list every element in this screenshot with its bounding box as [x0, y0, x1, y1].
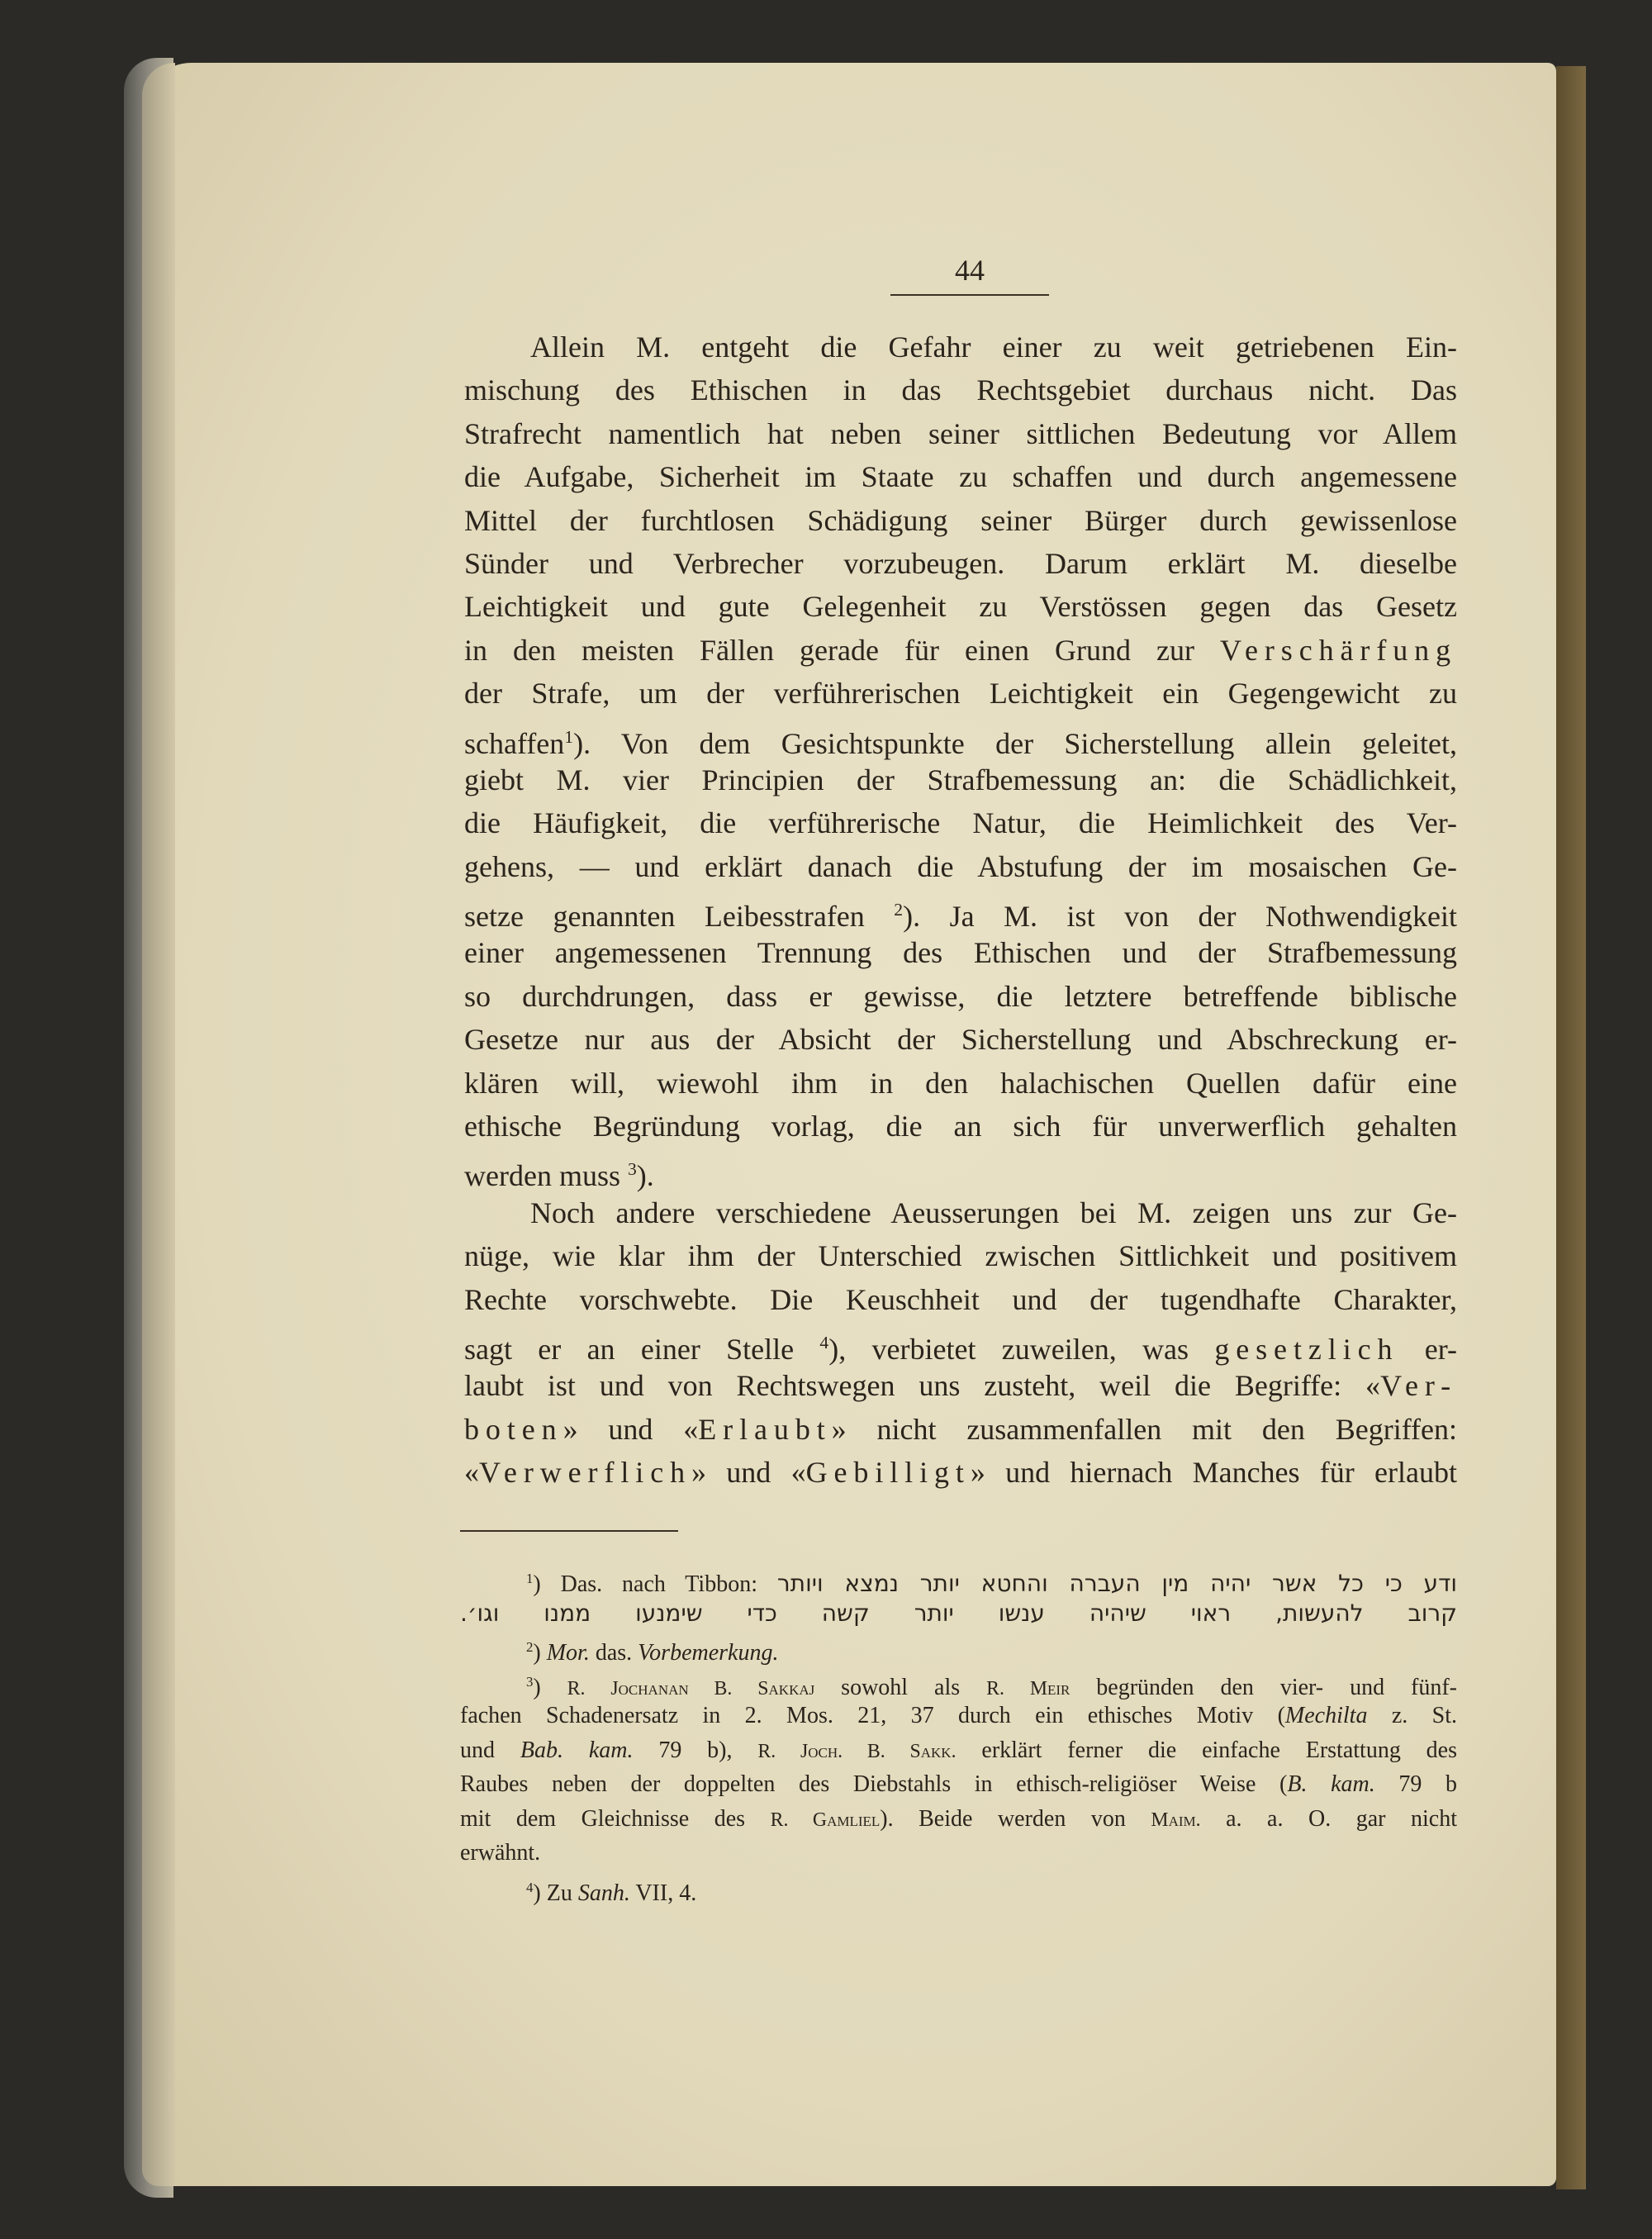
- text-segment: Raubes neben der doppelten des Diebstahls in ethisch-religiöser Weise (: [460, 1771, 1288, 1797]
- text-line: [464, 629, 1457, 672]
- page-number-rule: [890, 294, 1049, 296]
- footnote-marker: 1: [564, 726, 574, 747]
- text-line: [464, 975, 1457, 1018]
- footnote-line: [460, 1836, 1457, 1871]
- text-line: [464, 1105, 1457, 1148]
- text-segment: schaffen: [464, 726, 565, 760]
- text-segment: קרוב להעשות, ראוי שיהיה ענשו יותר קשה כדי שימנעו ממנו וגו׳.: [460, 1599, 1457, 1627]
- text-line: [464, 326, 1457, 368]
- footnote-marker: 4: [526, 1879, 534, 1895]
- text-segment: a. a. O. gar nicht: [1200, 1805, 1457, 1832]
- next-page-edge: [1556, 66, 1586, 2189]
- text-line: [464, 845, 1457, 888]
- text-segment: die Häufigkeit, die verführerische Natur, die Heimlichkeit des Ver-: [464, 806, 1457, 840]
- text-segment: Mor.: [546, 1640, 590, 1666]
- footnote-marker: 4: [819, 1332, 829, 1352]
- text-segment: mit dem Gleichnisse des: [460, 1805, 771, 1832]
- footnote-line: [460, 1802, 1457, 1837]
- main-text: [464, 326, 1457, 1495]
- text-segment: Mittel der furchtlosen Schädigung seiner Bürger durch gewissenlose: [464, 503, 1457, 537]
- footnote-line: [460, 1733, 1457, 1768]
- text-line: [464, 888, 1457, 934]
- text-segment: Rechte vorschwebte. Die Keuschheit und der tugendhafte Charakter,: [464, 1282, 1457, 1316]
- text-segment: begründen den vier- und fünf-: [1070, 1674, 1457, 1700]
- text-segment: 79 b: [1374, 1771, 1457, 1797]
- text-line: [464, 1321, 1457, 1364]
- footnote-marker: 3: [526, 1673, 534, 1690]
- text-line: [464, 1451, 1457, 1494]
- text-segment: «: [464, 1456, 479, 1490]
- text-segment: gesetzlich: [1214, 1332, 1399, 1366]
- text-line: [464, 672, 1457, 715]
- text-segment: mischung des Ethischen in das Rechtsgebiet durchaus nicht. Das: [464, 373, 1457, 407]
- footnote-marker: 2: [894, 900, 904, 920]
- text-segment: ) Das. nach Tibbon:: [533, 1571, 777, 1598]
- text-segment: ). Beide werden von: [880, 1805, 1151, 1832]
- text-segment: Mechilta: [1284, 1703, 1368, 1728]
- text-segment: R. Jochanan B. Sakkaj: [567, 1677, 815, 1699]
- footnote-marker: 1: [526, 1571, 534, 1586]
- text-line: [464, 1234, 1457, 1277]
- text-segment: ודע כי כל אשר יהיה מין העברה והחטא יותר נמצא ויותר: [776, 1570, 1458, 1598]
- text-segment: klären will, wiewohl ihm in den halachischen Quellen dafür eine: [464, 1066, 1457, 1100]
- text-segment: erklärt ferner die einfache Erstattung des: [956, 1737, 1458, 1763]
- text-segment: » und «: [691, 1456, 806, 1490]
- footnote-line: [460, 1562, 1457, 1596]
- text-segment: ). Ja M. ist von der Nothwendigkeit: [903, 900, 1457, 934]
- text-segment: Strafrecht namentlich hat neben seiner sittlichen Bedeutung vor Allem: [464, 416, 1457, 450]
- text-segment: werden muss: [464, 1159, 628, 1193]
- text-segment: das.: [589, 1640, 638, 1666]
- text-line: [464, 801, 1457, 844]
- footnote-line: [460, 1871, 1457, 1905]
- text-segment: er-: [1398, 1332, 1457, 1366]
- text-segment: Allein M. entgeht die Gefahr einer zu weit getriebenen Ein-: [530, 330, 1457, 364]
- text-line: [464, 931, 1457, 974]
- text-segment: Verwerflich: [479, 1456, 692, 1490]
- footnote-line: [460, 1665, 1457, 1699]
- text-segment: ), verbietet zuweilen, was: [828, 1332, 1215, 1366]
- text-segment: ethische Begründung vorlag, die an sich für unverwerflich gehalten: [464, 1110, 1457, 1143]
- text-segment: boten: [464, 1412, 563, 1446]
- text-segment: ): [533, 1674, 567, 1700]
- text-segment: Ver-: [1380, 1369, 1457, 1403]
- page-edge: [142, 63, 175, 2186]
- text-segment: die Aufgabe, Sicherheit im Staate zu schaffen und durch angemessene: [464, 460, 1457, 494]
- text-line: [464, 499, 1457, 542]
- text-segment: Vorbemerkung.: [638, 1640, 779, 1666]
- text-segment: Noch andere verschiedene Aeusserungen bei M. zeigen uns zur Ge-: [530, 1196, 1457, 1229]
- text-segment: » und hiernach Manches für erlaubt: [970, 1456, 1458, 1490]
- text-segment: » und «: [563, 1412, 699, 1446]
- text-segment: B. kam.: [1287, 1771, 1375, 1797]
- text-segment: ).: [636, 1159, 654, 1193]
- text-segment: 79 b),: [633, 1737, 758, 1763]
- footnote-line: [460, 1767, 1457, 1802]
- text-segment: z. St.: [1367, 1703, 1457, 1728]
- text-segment: nüge, wie klar ihm der Unterschied zwischen Sittlichkeit und positivem: [464, 1239, 1457, 1273]
- text-line: [464, 1018, 1457, 1061]
- text-segment: gehens, — und erklärt danach die Abstufung der im mosaischen Ge-: [464, 849, 1457, 883]
- footnote-line: [460, 1630, 1457, 1665]
- text-segment: R. Meir: [986, 1677, 1070, 1699]
- page-number: 44: [955, 254, 985, 287]
- text-segment: so durchdrungen, dass er gewisse, die letztere betreffende biblische: [464, 979, 1457, 1013]
- text-segment: R. Joch. B. Sakk.: [757, 1740, 957, 1762]
- footnote-separator: [460, 1530, 678, 1532]
- text-line: [464, 542, 1457, 585]
- footnotes: [460, 1562, 1457, 1904]
- text-segment: R. Gamliel: [770, 1809, 881, 1831]
- text-line: [464, 368, 1457, 411]
- text-line: [464, 1062, 1457, 1105]
- text-segment: Maim.: [1151, 1809, 1201, 1831]
- text-segment: ): [533, 1640, 547, 1666]
- text-segment: Gebilligt: [805, 1456, 971, 1490]
- text-segment: giebt M. vier Principien der Strafbemessung an: die Schädlichkeit,: [464, 763, 1457, 796]
- text-segment: VII, 4.: [629, 1880, 697, 1906]
- text-segment: und: [460, 1737, 520, 1763]
- text-segment: sowohl als: [814, 1674, 987, 1700]
- text-segment: in den meisten Fällen gerade für einen Grund zur: [464, 633, 1221, 667]
- text-segment: fachen Schadenersatz in 2. Mos. 21, 37 durch ein ethisches Motiv (: [460, 1703, 1285, 1728]
- text-segment: Bab. kam.: [520, 1737, 634, 1763]
- text-segment: Verschärfung: [1220, 633, 1457, 667]
- text-line: [464, 1191, 1457, 1234]
- footnote-marker: 3: [627, 1159, 637, 1180]
- text-segment: » nicht zusammenfallen mit den Begriffen:: [831, 1412, 1457, 1446]
- text-line: [464, 585, 1457, 628]
- text-segment: ) Zu: [533, 1880, 578, 1906]
- text-line: [464, 715, 1457, 758]
- text-segment: setze genannten Leibesstrafen: [464, 900, 895, 934]
- text-segment: der Strafe, um der verführerischen Leichtigkeit ein Gegengewicht zu: [464, 677, 1457, 711]
- text-segment: laubt ist und von Rechtswegen uns zusteht, weil die Begriffe: «: [464, 1369, 1381, 1403]
- text-segment: Sanh.: [577, 1880, 630, 1906]
- text-line: [464, 1278, 1457, 1321]
- text-segment: ). Von dem Gesichtspunkte der Sicherstellung allein geleitet,: [573, 726, 1457, 760]
- footnote-line: [460, 1699, 1457, 1733]
- text-segment: Sünder und Verbrecher vorzubeugen. Darum erklärt M. dieselbe: [464, 546, 1457, 580]
- text-segment: Erlaubt: [698, 1412, 832, 1446]
- footnote-line: [460, 1596, 1457, 1631]
- text-line: [464, 412, 1457, 455]
- text-line: [464, 455, 1457, 498]
- text-segment: erwähnt.: [460, 1840, 541, 1866]
- text-line: [464, 1148, 1457, 1191]
- text-line: [464, 1364, 1457, 1407]
- text-segment: sagt er an einer Stelle: [464, 1332, 820, 1366]
- footnote-marker: 2: [526, 1639, 534, 1655]
- text-line: [464, 1408, 1457, 1451]
- text-segment: Gesetze nur aus der Absicht der Sicherstellung und Abschreckung er-: [464, 1023, 1457, 1057]
- text-line: [464, 758, 1457, 801]
- text-segment: Leichtigkeit und gute Gelegenheit zu Verstössen gegen das Gesetz: [464, 590, 1457, 624]
- text-segment: einer angemessenen Trennung des Ethischen und der Strafbemessung: [464, 936, 1457, 970]
